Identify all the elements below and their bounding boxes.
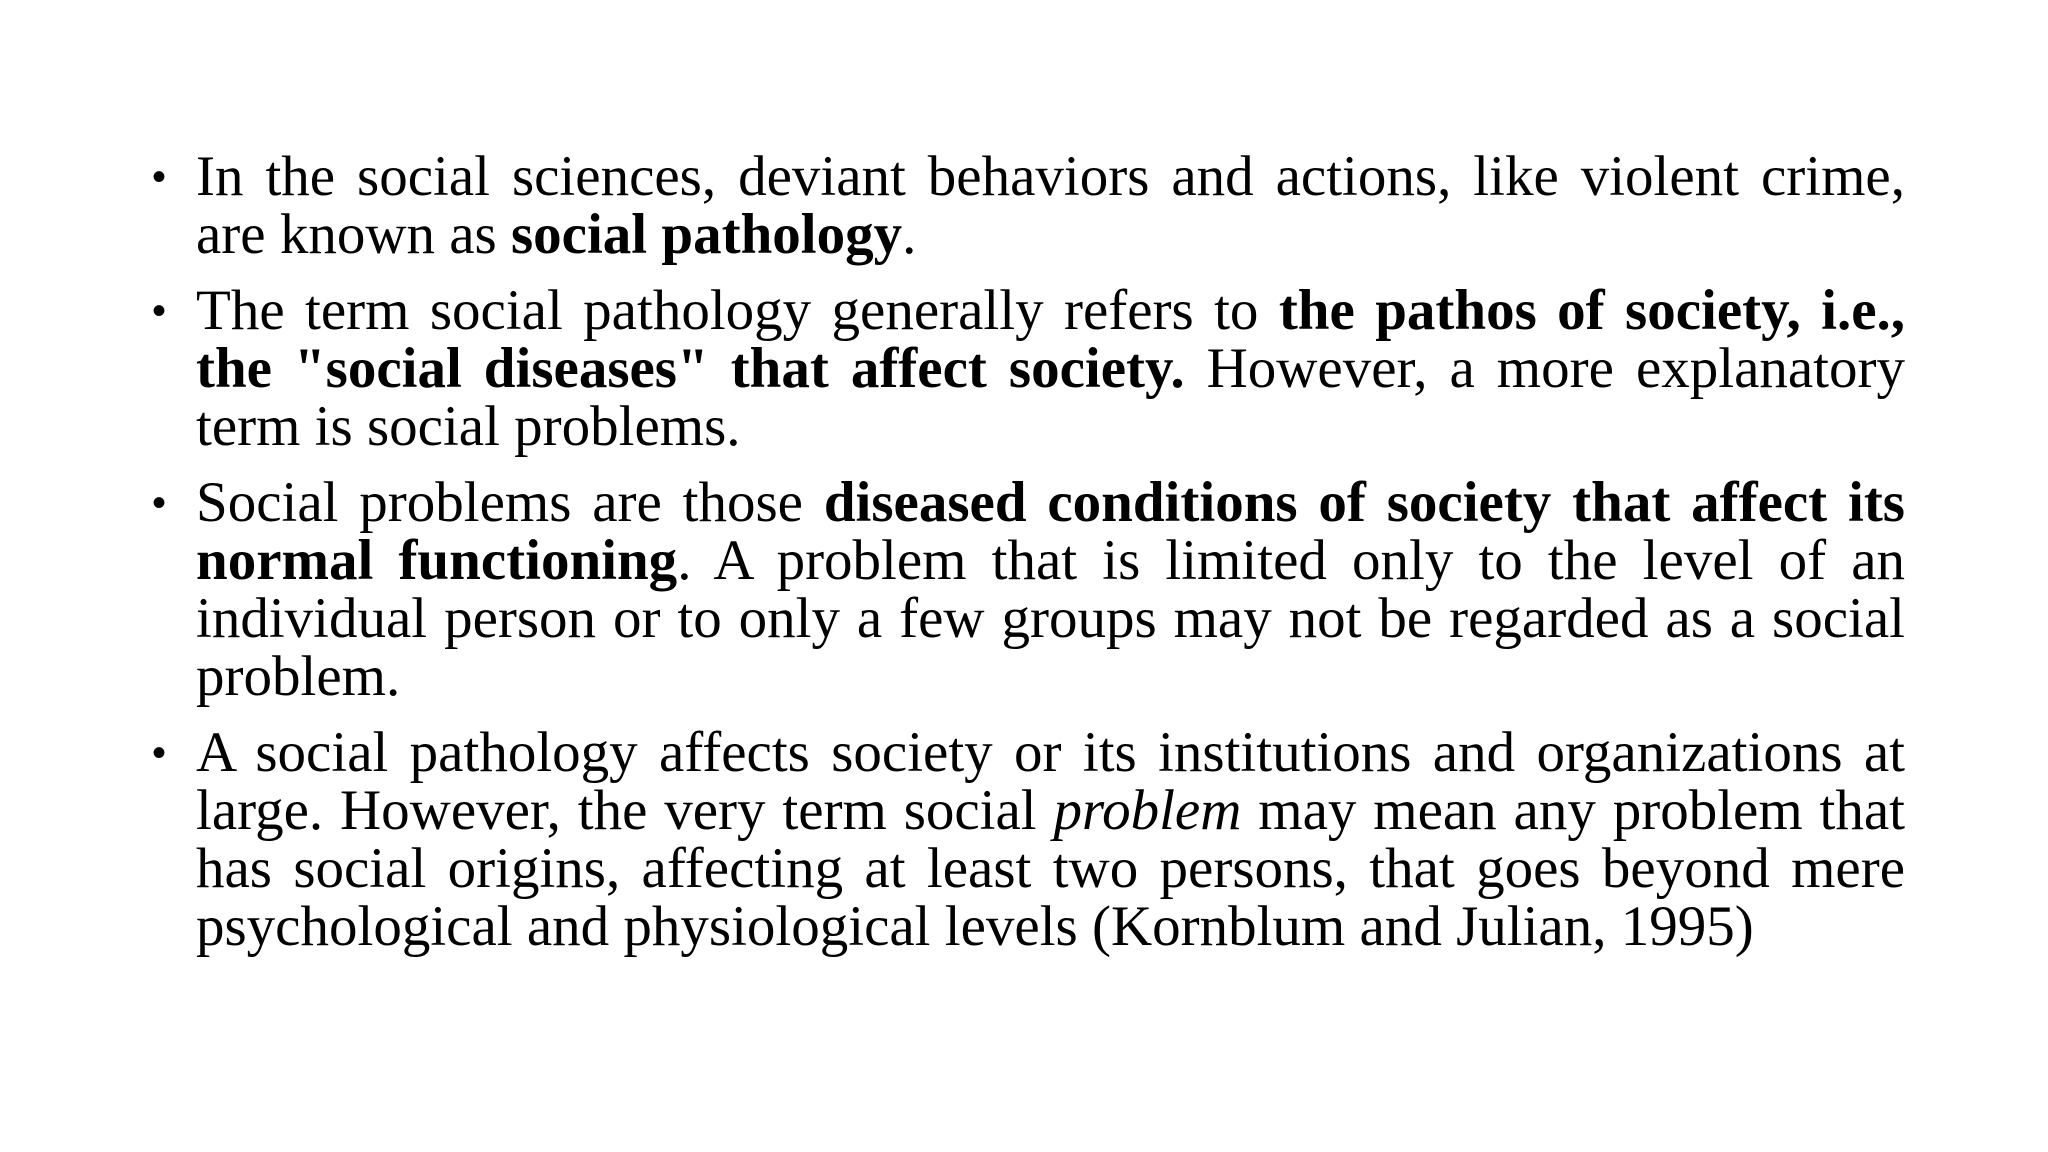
bullet-dot-icon: • — [152, 731, 167, 775]
bullet-list — [152, 145, 1905, 974]
text-segment: may mean any problem that has social origins, affecting at least two persons, that goes beyond mere psychological and physiological levels (Kornblum and Julian, 1995) — [196, 779, 1905, 958]
text-segment: . — [902, 203, 917, 266]
bullet-text — [196, 279, 1905, 458]
bullet-dot-icon: • — [152, 155, 167, 199]
text-segment: However, a more explanatory term is social problems. — [196, 337, 1905, 458]
bullet-item — [152, 721, 1905, 958]
bullet-text — [196, 721, 1905, 958]
bullet-dot-icon: • — [152, 481, 167, 525]
bullet-dot-icon: • — [152, 289, 167, 333]
bullet-text — [196, 145, 1905, 266]
bold-text-segment: the pathos of society, i.e., the "social diseases" that affect society. — [196, 279, 1905, 400]
bold-text-segment: social pathology — [510, 203, 903, 266]
text-segment: . A problem that is limited only to the level of an individual person or to only a few groups may not be regarded as a social problem. — [196, 529, 1905, 708]
bullet-item — [152, 145, 1905, 266]
text-segment: In the social sciences, deviant behaviors and actions, like violent crime, are known as — [196, 145, 1905, 266]
bold-text-segment: diseased conditions of society that affect its normal functioning — [196, 471, 1905, 592]
italic-text-segment: problem — [1053, 779, 1242, 842]
text-segment: Social problems are those — [196, 471, 824, 534]
bullet-item — [152, 471, 1905, 708]
bullet-item — [152, 279, 1905, 458]
text-segment: The term social pathology generally refers to — [196, 279, 1279, 342]
text-segment: A social pathology affects society or its institutions and organizations at large. However, the very term social — [196, 721, 1905, 842]
bullet-text — [196, 471, 1905, 708]
